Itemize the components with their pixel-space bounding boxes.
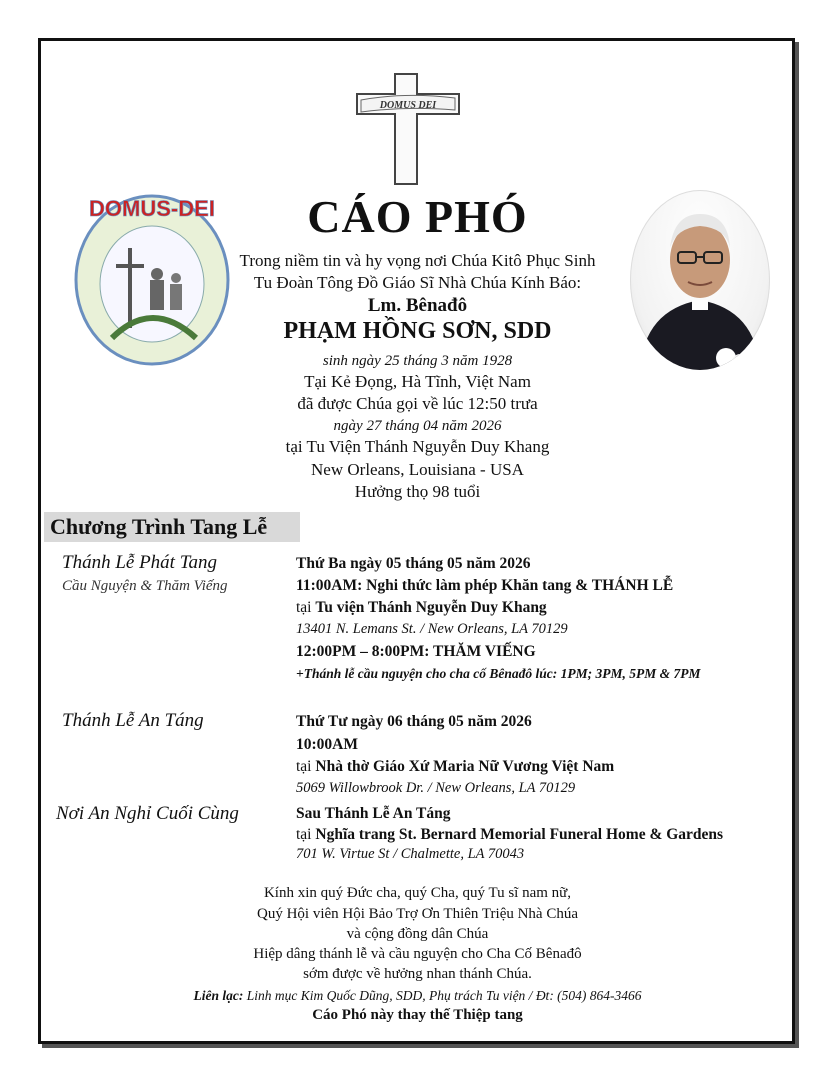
phat-tang-place-row — [296, 599, 547, 617]
death-place: tại Tu Viện Thánh Nguyễn Duy Khang — [285, 437, 550, 456]
phat-tang-item-2: 12:00PM – 8:00PM: THĂM VIẾNG — [296, 643, 536, 660]
birth-place: Tại Kẻ Đọng, Hà Tĩnh, Việt Nam — [304, 372, 531, 391]
phat-tang-date: Thứ Ba ngày 05 tháng 05 năm 2026 — [296, 555, 531, 572]
footer-line-2: Quý Hội viên Hội Bảo Trợ Ơn Thiên Triệu Nhà Chúa — [257, 906, 578, 922]
contact-label: Liên lạc: — [193, 988, 244, 1003]
place-prefix: tại — [296, 599, 316, 616]
intro-line-1: Trong niềm tin và hy vọng nơi Chúa Kitô Phục Sinh — [239, 251, 596, 270]
place-prefix: tại — [296, 826, 316, 843]
place-prefix: tại — [296, 758, 316, 775]
an-nghi-place-row — [296, 826, 723, 844]
an-tang-place: Nhà thờ Giáo Xứ Maria Nữ Vương Việt Nam — [315, 758, 615, 775]
an-tang-label: Thánh Lễ An Táng — [62, 710, 204, 731]
cross-icon — [355, 72, 465, 187]
birth-date: sinh ngày 25 tháng 3 năm 1928 — [322, 353, 513, 369]
footer-line-5: sớm được về hưởng nhan thánh Chúa. — [303, 966, 532, 982]
phat-tang-place: Tu viện Thánh Nguyễn Duy Khang — [315, 599, 547, 616]
cross-text: DOMUS DEI — [379, 100, 437, 111]
phat-tang-address: 13401 N. Lemans St. / New Orleans, LA 70129 — [296, 621, 568, 637]
logo-title: DOMUS-DEI — [89, 196, 215, 221]
intro-line-2: Tu Đoàn Tông Đồ Giáo Sĩ Nhà Chúa Kính Báo: — [253, 273, 582, 292]
city: New Orleans, Louisiana - USA — [311, 460, 524, 479]
an-tang-place-row — [296, 758, 614, 776]
an-nghi-place: Nghĩa trang St. Bernard Memorial Funeral Home & Gardens — [315, 826, 724, 843]
phat-tang-item-1: 11:00AM: Nghi thức làm phép Khăn tang & THÁNH LỄ — [296, 577, 674, 594]
replace-note: Cáo Phó này thay thế Thiệp tang — [312, 1007, 523, 1023]
rank: Lm. Bênađô — [367, 295, 468, 316]
age: Hưởng thọ 98 tuổi — [354, 482, 481, 501]
an-nghi-when: Sau Thánh Lễ An Táng — [296, 805, 451, 822]
phat-tang-sublabel: Cầu Nguyện & Thăm Viếng — [62, 578, 228, 594]
program-heading: Chương Trình Tang Lễ — [44, 512, 300, 542]
an-tang-address: 5069 Willowbrook Dr. / New Orleans, LA 70129 — [296, 780, 576, 796]
an-nghi-label: Nơi An Nghỉ Cuối Cùng — [56, 803, 239, 824]
called-time: đã được Chúa gọi về lúc 12:50 trưa — [297, 394, 538, 413]
contact-line — [0, 985, 835, 1006]
page-title: CÁO PHÓ — [307, 191, 528, 242]
an-tang-date: Thứ Tư ngày 06 tháng 05 năm 2026 — [296, 713, 532, 730]
footer-line-1: Kính xin quý Đức cha, quý Cha, quý Tu sĩ nam nữ, — [263, 885, 572, 901]
an-nghi-address: 701 W. Virtue St / Chalmette, LA 70043 — [296, 846, 525, 862]
deceased-name: PHẠM HỒNG SƠN, SDD — [283, 318, 552, 344]
an-tang-time: 10:00AM — [296, 736, 358, 753]
footer-line-4: Hiệp dâng thánh lễ và cầu nguyện cho Cha Cố Bênađô — [253, 946, 582, 962]
phat-tang-note: +Thánh lễ cầu nguyện cho cha cố Bênađô lúc: 1PM; 3PM, 5PM & 7PM — [296, 666, 701, 681]
phat-tang-label: Thánh Lễ Phát Tang — [62, 552, 218, 573]
death-date: ngày 27 tháng 04 năm 2026 — [333, 418, 502, 434]
contact-text: Linh mục Kim Quốc Dũng, SDD, Phụ trách Tu viện / Đt: (504) 864-3466 — [243, 988, 642, 1003]
footer-line-3: và cộng đồng dân Chúa — [346, 926, 489, 942]
